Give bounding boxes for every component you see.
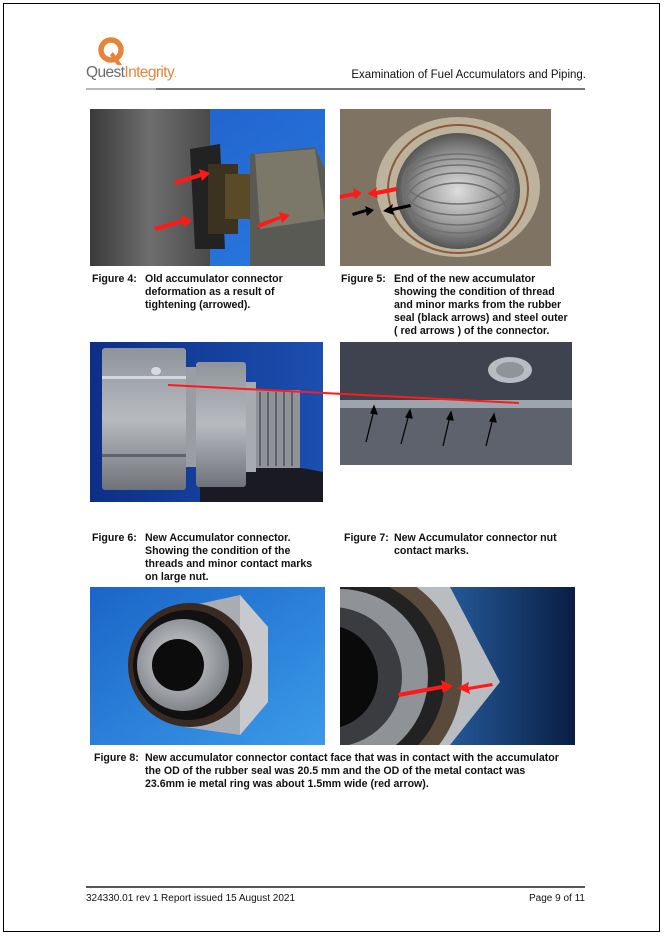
caption-line: New Accumulator connector. bbox=[145, 532, 291, 544]
caption-line: New accumulator connector contact face that was in contact with the accumulator bbox=[145, 752, 559, 764]
figure-5-caption bbox=[341, 273, 581, 339]
figure-7-label: Figure 7: bbox=[344, 532, 389, 544]
logo-suffix: . bbox=[174, 69, 177, 79]
caption-line: contact marks. bbox=[394, 545, 469, 557]
logo-wordmark bbox=[86, 64, 176, 82]
logo-q-icon bbox=[98, 37, 126, 67]
figure-4-label: Figure 4: bbox=[92, 273, 137, 285]
caption-line: End of the new accumulator bbox=[394, 273, 536, 285]
figure-6-image bbox=[90, 342, 323, 502]
figure-8-label: Figure 8: bbox=[94, 752, 139, 764]
caption-line: Old accumulator connector bbox=[145, 273, 283, 285]
document-title: Examination of Fuel Accumulators and Piping. bbox=[351, 69, 586, 81]
figure-5-image bbox=[340, 109, 551, 266]
caption-line: New Accumulator connector nut bbox=[394, 532, 557, 544]
figure-8-image-left bbox=[90, 587, 325, 745]
report-reference: 324330.01 rev 1 Report issued 15 August 2021 bbox=[86, 893, 296, 904]
figure-4-image bbox=[90, 109, 325, 266]
figure-7-caption bbox=[344, 532, 584, 560]
logo-quest: Quest bbox=[86, 64, 125, 81]
red-reference-line bbox=[160, 380, 530, 410]
caption-line: seal (black arrows) and steel outer bbox=[394, 312, 568, 324]
caption-line: threads and minor contact marks bbox=[145, 558, 313, 570]
figure-8-image-right bbox=[340, 587, 575, 745]
figure-8-caption bbox=[94, 752, 584, 792]
caption-line: ( red arrows ) of the connector. bbox=[394, 325, 550, 337]
caption-line: on large nut. bbox=[145, 571, 209, 583]
caption-line: deformation as a result of bbox=[145, 286, 275, 298]
figure-6-caption bbox=[92, 532, 332, 586]
figure-4-caption bbox=[92, 273, 332, 313]
page-number: Page 9 of 11 bbox=[529, 893, 585, 904]
quest-integrity-logo bbox=[86, 37, 196, 87]
caption-line: the OD of the rubber seal was 20.5 mm and the OD of the metal contact was bbox=[145, 765, 526, 777]
figure-6-label: Figure 6: bbox=[92, 532, 137, 544]
caption-line: 23.6mm ie metal ring was about 1.5mm wide (red arrow). bbox=[145, 778, 429, 790]
header-divider-light bbox=[86, 88, 156, 90]
logo-integrity: Integrity bbox=[124, 64, 175, 81]
figure-5-label: Figure 5: bbox=[341, 273, 386, 285]
caption-line: Showing the condition of the bbox=[145, 545, 291, 557]
caption-line: tightening (arrowed). bbox=[145, 299, 251, 311]
caption-line: and minor marks from the rubber bbox=[394, 299, 562, 311]
footer-divider bbox=[86, 886, 585, 888]
caption-line: showing the condition of thread bbox=[394, 286, 555, 298]
header-divider bbox=[156, 88, 585, 90]
